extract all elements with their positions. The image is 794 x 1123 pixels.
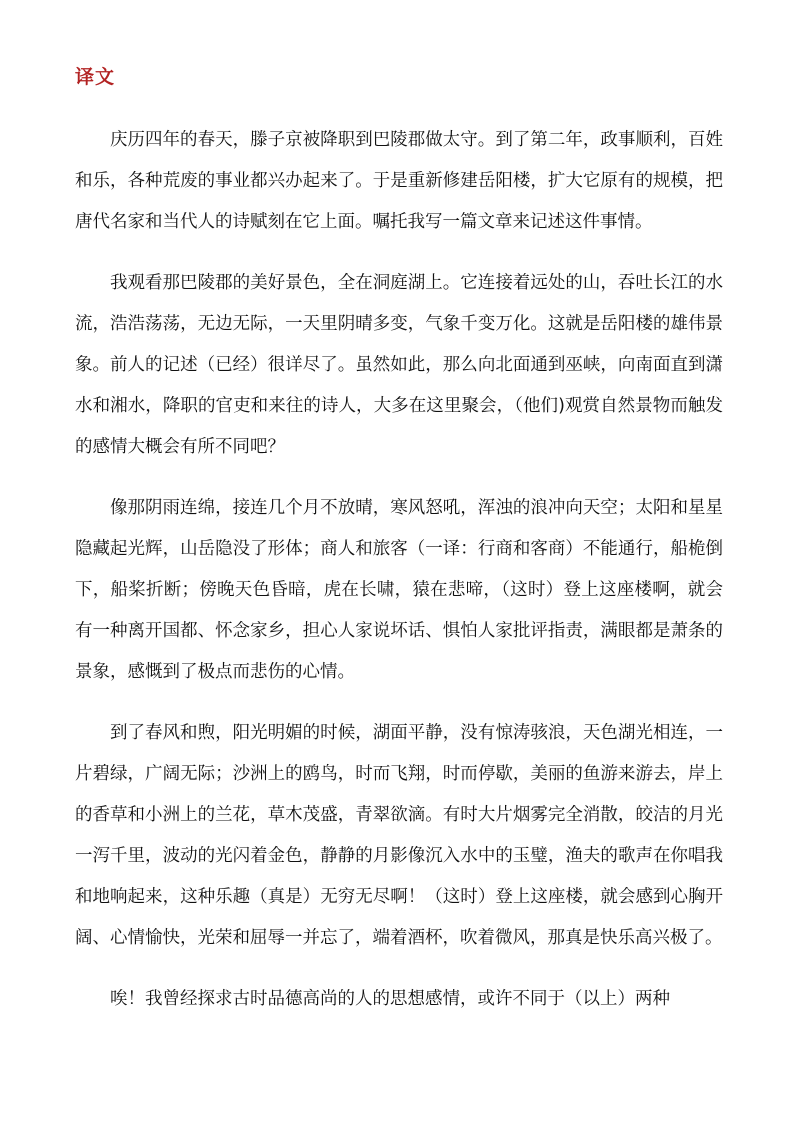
paragraph-5: 唉！我曾经探求古时品德高尚的人的思想感情，或许不同于（以上）两种: [110, 989, 670, 1009]
paragraph-2: 我观看那巴陵郡的美好景色，全在洞庭湖上。它连接着远处的山，吞吐长江的水流，浩浩荡荡，无边无际，一天里阴晴多变，气象千变万化。这就是岳阳楼的雄伟景象。前人的记述（已经）很详尽了。虽然如此，那么向北面通到巫峡，向南面直到潇水和湘水，降职的官吏和来往的诗人，大多在这里聚会，（他们)观赏自然景物而触发的感情大概会有所不同吧？: [75, 273, 723, 457]
translation-body: [75, 120, 723, 1040]
paragraph-1: 庆历四年的春天，滕子京被降职到巴陵郡做太守。到了第二年，政事顺利，百姓和乐，各种荒废的事业都兴办起来了。于是重新修建岳阳楼，扩大它原有的规模，把唐代名家和当代人的诗赋刻在它上面。嘱托我写一篇文章来记述这件事情。: [75, 130, 723, 232]
paragraph-3: 像那阴雨连绵，接连几个月不放晴，寒风怒吼，浑浊的浪冲向天空；太阳和星星隐藏起光辉，山岳隐没了形体；商人和旅客（一译：行商和客商）不能通行，船桅倒下，船桨折断；傍晚天色昏暗，虎在长啸，猿在悲啼，（这时）登上这座楼啊，就会有一种离开国都、怀念家乡，担心人家说坏话、惧怕人家批评指责，满眼都是萧条的景象，感慨到了极点而悲伤的心情。: [75, 498, 723, 682]
paragraph-4: 到了春风和煦，阳光明媚的时候，湖面平静，没有惊涛骇浪，天色湖光相连，一片碧绿，广阔无际；沙洲上的鸥鸟，时而飞翔，时而停歇，美丽的鱼游来游去，岸上的香草和小洲上的兰花，草木茂盛，青翠欲滴。有时大片烟雾完全消散，皎洁的月光一泻千里，波动的光闪着金色，静静的月影像沉入水中的玉璧，渔夫的歌声在你唱我和地响起来，这种乐趣（真是）无穷无尽啊！（这时）登上这座楼，就会感到心胸开阔、心情愉快，光荣和屈辱一并忘了，端着酒杯，吹着微风，那真是快乐高兴极了。: [75, 723, 723, 948]
section-heading: 译文: [75, 66, 116, 88]
